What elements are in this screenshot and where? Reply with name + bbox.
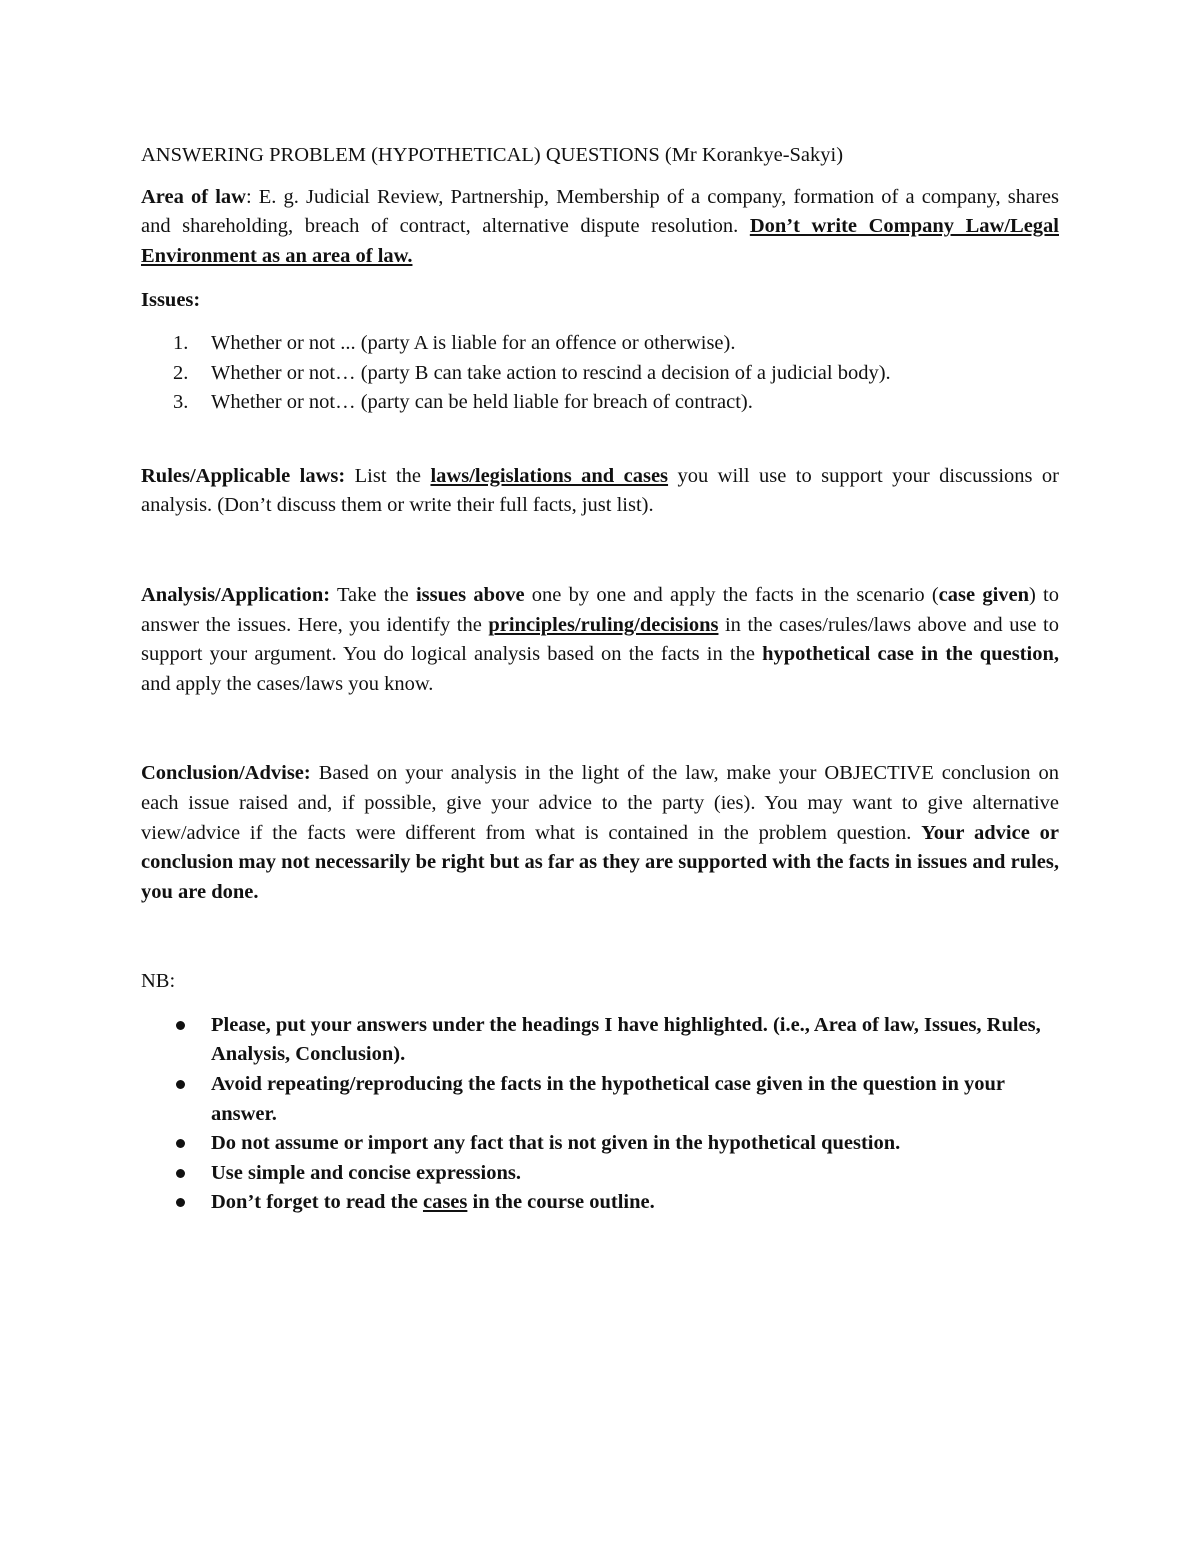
document-body: [141, 141, 1059, 1218]
analysis-heading: Analysis/Application:: [141, 583, 331, 606]
bullet-icon: [176, 1198, 185, 1207]
nb-item: Use simple and concise expressions.: [141, 1159, 1059, 1189]
conclusion-bold-note: Your advice or conclusion may not necessarily be right but as far as they are supported with the facts in issues and rules, you are done.: [141, 821, 1059, 903]
area-of-law-text: : E. g. Judicial Review, Partnership, Membership of a company, formation of a company, shares and shareholding, breach of contract, alternative dispute resolution.: [141, 185, 1059, 238]
rules-emphasis: laws/legislations and cases: [430, 464, 669, 487]
rules-heading: Rules/Applicable laws:: [141, 464, 346, 487]
analysis-principles: principles/ruling/decisions: [488, 613, 719, 636]
issue-item: 3. Whether or not… (party can be held liable for breach of contract).: [173, 391, 753, 414]
nb-item: Please, put your answers under the headings I have highlighted. (i.e., Area of law, Issues, Rules, Analysis, Conclusion).: [141, 1011, 1059, 1070]
issue-item: 1. Whether or not ... (party A is liable for an offence or otherwise).: [173, 331, 736, 354]
issues-heading: Issues:: [141, 289, 201, 312]
document-title: ANSWERING PROBLEM (HYPOTHETICAL) QUESTIONS (Mr Korankye-Sakyi): [141, 144, 844, 166]
nb-item: Avoid repeating/reproducing the facts in the hypothetical case given in the question in your answer.: [141, 1070, 1059, 1129]
cases-underlined: cases: [422, 1191, 468, 1214]
conclusion-paragraph: Conclusion/Advise: Based on your analysis in the light of the law, make your OBJECTIVE conclusion on each issue raised and, if possible, give your advice to the party (ies). You may want to give alternative view/advice if the facts were different from what is contained in the problem question. Your advice or conclusion may not necessarily be right but as far as they are supported with the facts in issues and rules, you are done.: [141, 762, 1059, 903]
issues-list: [141, 329, 1059, 418]
nb-list: [141, 1011, 1059, 1218]
bullet-icon: [176, 1169, 185, 1178]
conclusion-heading: Conclusion/Advise:: [141, 762, 311, 785]
analysis-paragraph: Analysis/Application: Take the issues above one by one and apply the facts in the scenario (case given) to answer the issues. Here, you identify the principles/ruling/decisions in the cases/rules/laws above and use to support your argument. You do logical analysis based on the facts in the hypothetical case in the question, and apply the cases/laws you know.: [141, 583, 1060, 695]
rules-paragraph: Rules/Applicable laws: List the laws/legislations and cases you will use to support your discussions or analysis. (Don’t discuss them or write their full facts, just list).: [141, 464, 1060, 517]
nb-heading: NB:: [141, 970, 176, 993]
nb-item: Don’t forget to read the cases in the course outline.: [141, 1188, 1059, 1218]
area-of-law-paragraph: [141, 183, 1059, 272]
nb-item: Do not assume or import any fact that is not given in the hypothetical question.: [141, 1129, 1059, 1159]
area-of-law-heading: Area of law: [141, 185, 246, 208]
bullet-icon: [176, 1139, 185, 1148]
issue-item: 2. Whether or not… (party B can take action to rescind a decision of a judicial body).: [173, 361, 891, 384]
area-of-law-warning: Don’t write Company Law/Legal Environment as an area of law.: [141, 215, 1059, 267]
bullet-icon: [176, 1080, 185, 1089]
bullet-icon: [176, 1021, 185, 1030]
